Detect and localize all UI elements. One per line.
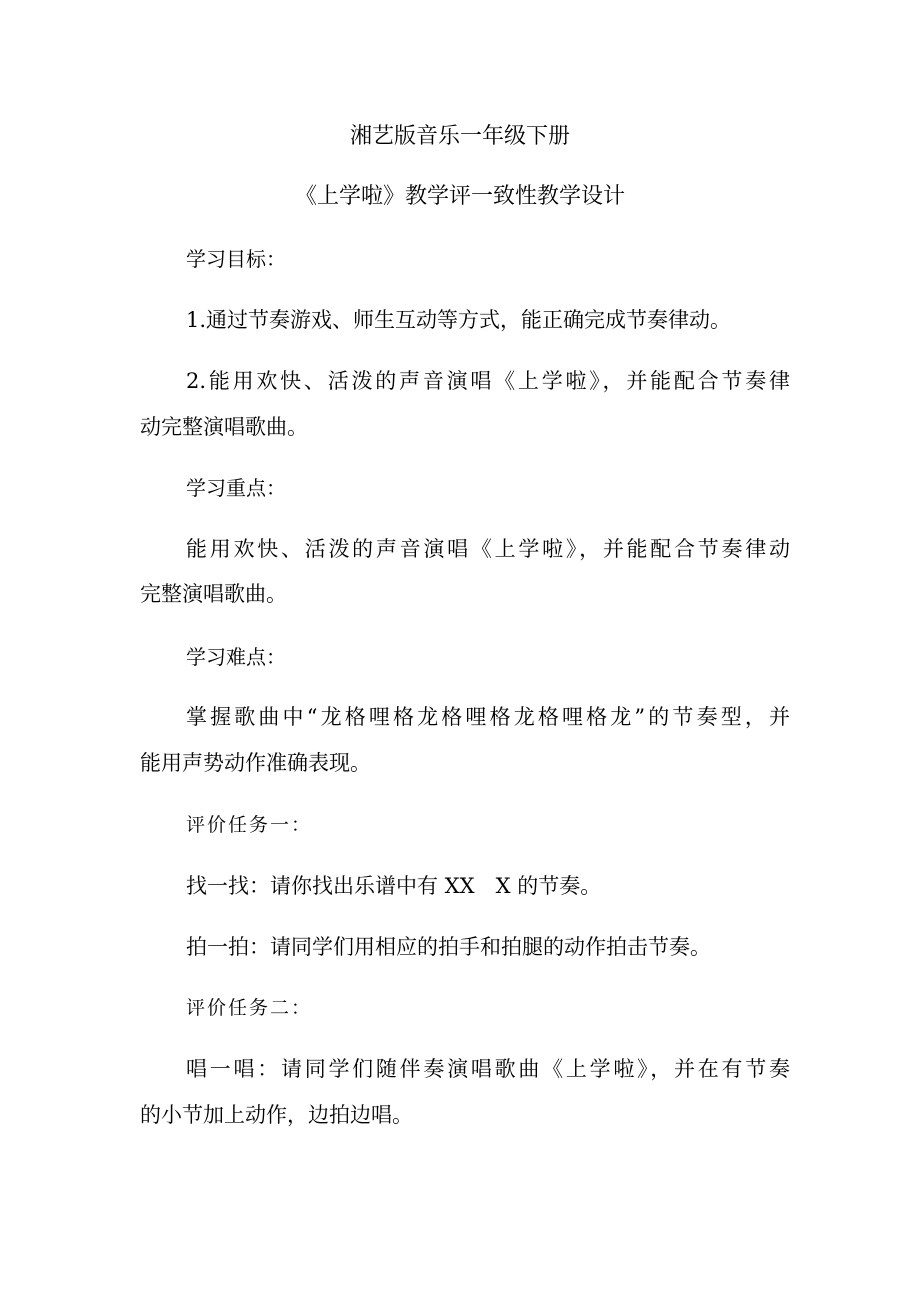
- key-points-text-line-1: 能用欢快、活泼的声音演唱《上学啦》，并能配合节奏律动: [186, 537, 790, 561]
- task2-heading: 评价任务二：: [186, 997, 313, 1019]
- task1-heading: 评价任务一：: [186, 814, 313, 836]
- objective-item-2-line-1: 2.能用欢快、活泼的声音演唱《上学啦》，并能配合节奏律: [186, 369, 790, 393]
- objectives-heading: 学习目标：: [186, 247, 286, 271]
- task2-sing-line-1: 唱一唱：请同学们随伴奏演唱歌曲《上学啦》，并在有节奏: [186, 1057, 790, 1081]
- task1-clap: 拍一拍：请同学们用相应的拍手和拍腿的动作拍击节奏。: [186, 935, 711, 959]
- difficulties-heading: 学习难点：: [186, 645, 286, 669]
- difficulties-text-line-2: 能用声势动作准确表现。: [140, 751, 371, 775]
- document-subtitle: 《上学啦》教学评一致性教学设计: [294, 184, 625, 209]
- objective-item-1: 1.通过节奏游戏、师生互动等方式，能正确完成节奏律动。: [186, 308, 732, 332]
- task2-sing-line-2: 的小节加上动作，边拍边唱。: [140, 1103, 413, 1127]
- objective-item-2-line-2: 动完整演唱歌曲。: [140, 415, 308, 439]
- key-points-heading: 学习重点：: [186, 476, 286, 500]
- document-title: 湘艺版音乐一年级下册: [349, 124, 570, 149]
- key-points-text-line-2: 完整演唱歌曲。: [140, 582, 287, 606]
- task1-find: 找一找：请你找出乐谱中有 XX X 的节奏。: [186, 874, 602, 898]
- difficulties-text-line-1: 掌握歌曲中“龙格哩格龙格哩格龙格哩格龙”的节奏型，并: [186, 705, 790, 729]
